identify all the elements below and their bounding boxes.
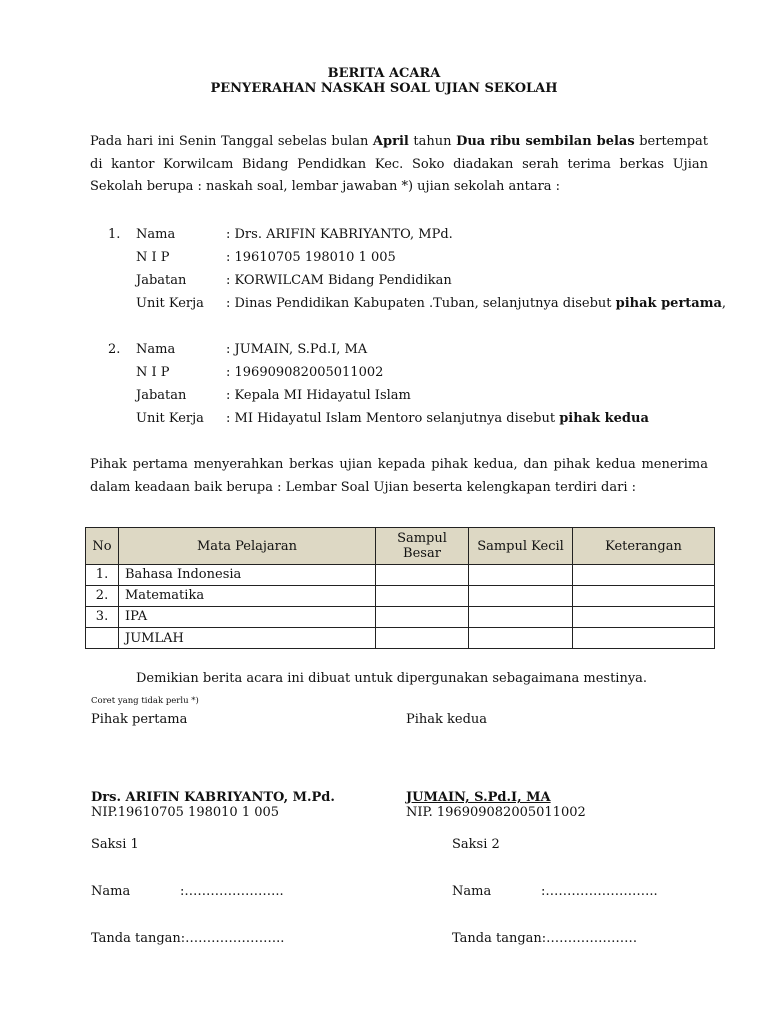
table-row bbox=[86, 586, 715, 607]
party2-name-value: : JUMAIN, S.Pd.I, MA bbox=[226, 342, 368, 357]
party1-unit-label: Unit Kerja bbox=[136, 296, 204, 311]
first-party-name: Drs. ARIFIN KABRIYANTO, M.Pd. bbox=[91, 790, 335, 805]
witness1-name-label: Nama bbox=[91, 884, 131, 899]
party2-nip-label: N I P bbox=[136, 365, 170, 380]
party2-unit-value: : MI Hidayatul Islam Mentoro selanjutnya disebut pihak kedua bbox=[226, 411, 649, 426]
row-subject: IPA bbox=[119, 607, 376, 628]
party1-number: 1. bbox=[108, 227, 121, 242]
party1-nip-value: : 19610705 198010 1 005 bbox=[226, 250, 396, 265]
party2-number: 2. bbox=[108, 342, 121, 357]
row-no: 1. bbox=[86, 565, 119, 586]
witness2-name-label: Nama bbox=[452, 884, 492, 899]
row-large-envelope bbox=[376, 565, 469, 586]
table-row bbox=[86, 607, 715, 628]
row-notes bbox=[573, 586, 715, 607]
witness2-name-field: :…………………….. bbox=[541, 884, 658, 899]
witness1-signature-field: Tanda tangan:………………….. bbox=[91, 931, 285, 946]
second-party-nip: NIP. 196909082005011002 bbox=[406, 805, 586, 820]
first-party-nip: NIP.19610705 198010 1 005 bbox=[91, 805, 280, 820]
row-notes bbox=[573, 607, 715, 628]
table-row bbox=[86, 565, 715, 586]
row-no: 3. bbox=[86, 607, 119, 628]
row-notes bbox=[573, 565, 715, 586]
party1-name-value: : Drs. ARIFIN KABRIYANTO, MPd. bbox=[226, 227, 453, 242]
header-small-envelope: Sampul Kecil bbox=[469, 528, 573, 565]
party1-position-value: : KORWILCAM Bidang Pendidikan bbox=[226, 273, 452, 288]
row-no bbox=[86, 628, 119, 649]
party1-unit-value: : Dinas Pendidikan Kabupaten .Tuban, selanjutnya disebut pihak pertama, bbox=[226, 296, 727, 311]
table-header-row bbox=[86, 528, 715, 565]
row-large-envelope bbox=[376, 628, 469, 649]
witness1-label: Saksi 1 bbox=[91, 837, 139, 852]
row-large-envelope bbox=[376, 607, 469, 628]
table-total-row bbox=[86, 628, 715, 649]
intro-paragraph: Pada hari ini Senin Tanggal sebelas bulan April tahun Dua ribu sembilan belas bertempat di kantor Korwilcam Bidang Pendidkan Kec. Soko diadakan serah terima berkas Ujian Sekolah berupa : naskah soal, lembar jawaban *) ujian sekolah antara : bbox=[90, 134, 708, 194]
handover-paragraph: Pihak pertama menyerahkan berkas ujian kepada pihak kedua, dan pihak kedua menerima dalam keadaan baik berupa : Lembar Soal Ujian beserta kelengkapan terdiri dari : bbox=[90, 457, 708, 495]
header-large-envelope: Sampul Besar bbox=[376, 528, 469, 565]
row-notes bbox=[573, 628, 715, 649]
party2-unit-label: Unit Kerja bbox=[136, 411, 204, 426]
witness2-label: Saksi 2 bbox=[452, 837, 500, 852]
row-subject: JUMLAH bbox=[119, 628, 376, 649]
second-party-name: JUMAIN, S.Pd.I, MA bbox=[406, 790, 551, 805]
witness1-name-field: :………………….. bbox=[180, 884, 284, 899]
row-small-envelope bbox=[469, 628, 573, 649]
row-small-envelope bbox=[469, 565, 573, 586]
row-no: 2. bbox=[86, 586, 119, 607]
row-small-envelope bbox=[469, 586, 573, 607]
party1-nip-label: N I P bbox=[136, 250, 170, 265]
second-party-label: Pihak kedua bbox=[406, 712, 488, 727]
header-notes: Keterangan bbox=[573, 528, 715, 565]
party1-position-label: Jabatan bbox=[136, 273, 187, 288]
row-small-envelope bbox=[469, 607, 573, 628]
party2-name-label: Nama bbox=[136, 342, 176, 357]
items-table bbox=[85, 527, 715, 649]
first-party-label: Pihak pertama bbox=[91, 712, 188, 727]
party2-position-label: Jabatan bbox=[136, 388, 187, 403]
document-title: BERITA ACARA bbox=[327, 66, 441, 81]
document-subtitle: PENYERAHAN NASKAH SOAL UJIAN SEKOLAH bbox=[210, 81, 558, 96]
witness2-signature-field: Tanda tangan:………………… bbox=[452, 931, 638, 946]
row-large-envelope bbox=[376, 586, 469, 607]
row-subject: Matematika bbox=[119, 586, 376, 607]
party1-name-label: Nama bbox=[136, 227, 176, 242]
closing-paragraph: Demikian berita acara ini dibuat untuk dipergunakan sebagaimana mestinya. bbox=[136, 671, 648, 686]
header-no: No bbox=[86, 528, 119, 565]
footnote: Coret yang tidak perlu *) bbox=[91, 696, 199, 706]
party2-position-value: : Kepala MI Hidayatul Islam bbox=[226, 388, 411, 403]
header-subject: Mata Pelajaran bbox=[119, 528, 376, 565]
party2-nip-value: : 196909082005011002 bbox=[226, 365, 384, 380]
row-subject: Bahasa Indonesia bbox=[119, 565, 376, 586]
